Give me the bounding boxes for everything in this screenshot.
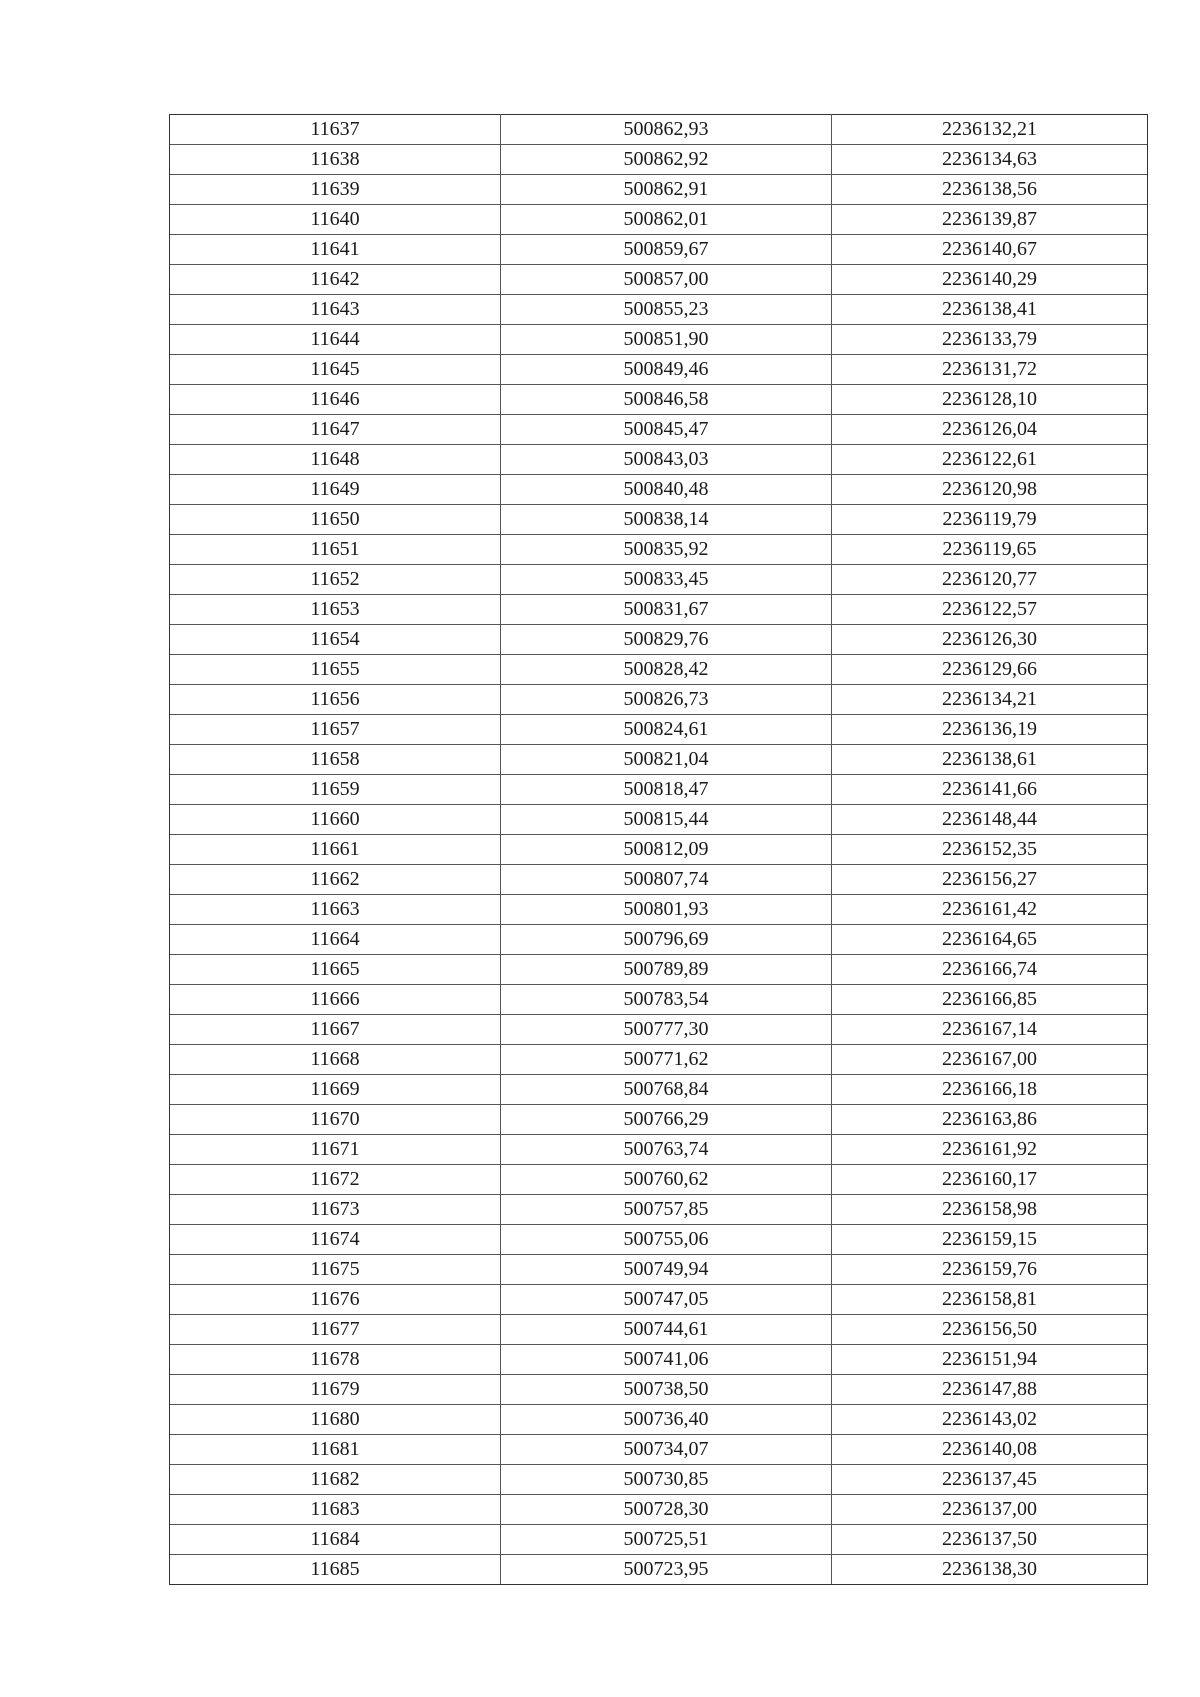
point-number-cell: 11673 [170, 1195, 501, 1225]
x-coordinate-cell: 500862,92 [501, 145, 832, 175]
table-row [170, 205, 1148, 235]
point-number-cell: 11677 [170, 1315, 501, 1345]
x-coordinate-cell: 500833,45 [501, 565, 832, 595]
x-coordinate-cell: 500747,05 [501, 1285, 832, 1315]
point-number-cell: 11643 [170, 295, 501, 325]
table-row [170, 415, 1148, 445]
x-coordinate-cell: 500738,50 [501, 1375, 832, 1405]
table-row [170, 925, 1148, 955]
x-coordinate-cell: 500744,61 [501, 1315, 832, 1345]
table-row [170, 715, 1148, 745]
table-row [170, 1135, 1148, 1165]
x-coordinate-cell: 500815,44 [501, 805, 832, 835]
table-row [170, 475, 1148, 505]
y-coordinate-cell: 2236120,77 [832, 565, 1148, 595]
x-coordinate-cell: 500824,61 [501, 715, 832, 745]
y-coordinate-cell: 2236160,17 [832, 1165, 1148, 1195]
point-number-cell: 11661 [170, 835, 501, 865]
y-coordinate-cell: 2236134,63 [832, 145, 1148, 175]
table-row [170, 1285, 1148, 1315]
x-coordinate-cell: 500807,74 [501, 865, 832, 895]
y-coordinate-cell: 2236148,44 [832, 805, 1148, 835]
y-coordinate-cell: 2236128,10 [832, 385, 1148, 415]
x-coordinate-cell: 500730,85 [501, 1465, 832, 1495]
y-coordinate-cell: 2236167,14 [832, 1015, 1148, 1045]
x-coordinate-cell: 500862,91 [501, 175, 832, 205]
point-number-cell: 11652 [170, 565, 501, 595]
x-coordinate-cell: 500821,04 [501, 745, 832, 775]
y-coordinate-cell: 2236152,35 [832, 835, 1148, 865]
table-row [170, 505, 1148, 535]
point-number-cell: 11666 [170, 985, 501, 1015]
y-coordinate-cell: 2236134,21 [832, 685, 1148, 715]
y-coordinate-cell: 2236137,50 [832, 1525, 1148, 1555]
table-row [170, 1525, 1148, 1555]
point-number-cell: 11646 [170, 385, 501, 415]
point-number-cell: 11681 [170, 1435, 501, 1465]
table-row [170, 895, 1148, 925]
table-row [170, 325, 1148, 355]
y-coordinate-cell: 2236158,81 [832, 1285, 1148, 1315]
x-coordinate-cell: 500831,67 [501, 595, 832, 625]
table-row [170, 115, 1148, 145]
point-number-cell: 11678 [170, 1345, 501, 1375]
point-number-cell: 11654 [170, 625, 501, 655]
point-number-cell: 11663 [170, 895, 501, 925]
table-row [170, 565, 1148, 595]
y-coordinate-cell: 2236138,56 [832, 175, 1148, 205]
y-coordinate-cell: 2236164,65 [832, 925, 1148, 955]
y-coordinate-cell: 2236159,76 [832, 1255, 1148, 1285]
y-coordinate-cell: 2236120,98 [832, 475, 1148, 505]
x-coordinate-cell: 500768,84 [501, 1075, 832, 1105]
table-row [170, 865, 1148, 895]
table-row [170, 595, 1148, 625]
point-number-cell: 11665 [170, 955, 501, 985]
point-number-cell: 11640 [170, 205, 501, 235]
table-row [170, 1405, 1148, 1435]
x-coordinate-cell: 500777,30 [501, 1015, 832, 1045]
table-row [170, 355, 1148, 385]
x-coordinate-cell: 500829,76 [501, 625, 832, 655]
y-coordinate-cell: 2236140,08 [832, 1435, 1148, 1465]
table-row [170, 175, 1148, 205]
table-row [170, 1345, 1148, 1375]
y-coordinate-cell: 2236129,66 [832, 655, 1148, 685]
x-coordinate-cell: 500845,47 [501, 415, 832, 445]
x-coordinate-cell: 500851,90 [501, 325, 832, 355]
point-number-cell: 11651 [170, 535, 501, 565]
x-coordinate-cell: 500828,42 [501, 655, 832, 685]
y-coordinate-cell: 2236137,45 [832, 1465, 1148, 1495]
point-number-cell: 11669 [170, 1075, 501, 1105]
y-coordinate-cell: 2236166,74 [832, 955, 1148, 985]
y-coordinate-cell: 2236140,67 [832, 235, 1148, 265]
x-coordinate-cell: 500789,89 [501, 955, 832, 985]
table-row [170, 445, 1148, 475]
point-number-cell: 11644 [170, 325, 501, 355]
point-number-cell: 11648 [170, 445, 501, 475]
y-coordinate-cell: 2236158,98 [832, 1195, 1148, 1225]
point-number-cell: 11655 [170, 655, 501, 685]
x-coordinate-cell: 500818,47 [501, 775, 832, 805]
table-row [170, 745, 1148, 775]
table-row [170, 1555, 1148, 1585]
y-coordinate-cell: 2236122,61 [832, 445, 1148, 475]
y-coordinate-cell: 2236131,72 [832, 355, 1148, 385]
table-row [170, 385, 1148, 415]
y-coordinate-cell: 2236166,85 [832, 985, 1148, 1015]
table-row [170, 1255, 1148, 1285]
y-coordinate-cell: 2236163,86 [832, 1105, 1148, 1135]
y-coordinate-cell: 2236140,29 [832, 265, 1148, 295]
x-coordinate-cell: 500736,40 [501, 1405, 832, 1435]
x-coordinate-cell: 500755,06 [501, 1225, 832, 1255]
y-coordinate-cell: 2236122,57 [832, 595, 1148, 625]
table-row [170, 1375, 1148, 1405]
point-number-cell: 11664 [170, 925, 501, 955]
table-row [170, 145, 1148, 175]
table-row [170, 1045, 1148, 1075]
table-row [170, 1465, 1148, 1495]
x-coordinate-cell: 500835,92 [501, 535, 832, 565]
table-row [170, 805, 1148, 835]
table-row [170, 1165, 1148, 1195]
y-coordinate-cell: 2236132,21 [832, 115, 1148, 145]
point-number-cell: 11675 [170, 1255, 501, 1285]
point-number-cell: 11674 [170, 1225, 501, 1255]
x-coordinate-cell: 500763,74 [501, 1135, 832, 1165]
table-row [170, 1435, 1148, 1465]
point-number-cell: 11670 [170, 1105, 501, 1135]
point-number-cell: 11660 [170, 805, 501, 835]
table-row [170, 265, 1148, 295]
x-coordinate-cell: 500857,00 [501, 265, 832, 295]
y-coordinate-cell: 2236136,19 [832, 715, 1148, 745]
x-coordinate-cell: 500812,09 [501, 835, 832, 865]
y-coordinate-cell: 2236147,88 [832, 1375, 1148, 1405]
x-coordinate-cell: 500734,07 [501, 1435, 832, 1465]
x-coordinate-cell: 500855,23 [501, 295, 832, 325]
point-number-cell: 11671 [170, 1135, 501, 1165]
x-coordinate-cell: 500741,06 [501, 1345, 832, 1375]
y-coordinate-cell: 2236133,79 [832, 325, 1148, 355]
x-coordinate-cell: 500757,85 [501, 1195, 832, 1225]
x-coordinate-cell: 500728,30 [501, 1495, 832, 1525]
y-coordinate-cell: 2236126,04 [832, 415, 1148, 445]
y-coordinate-cell: 2236137,00 [832, 1495, 1148, 1525]
point-number-cell: 11667 [170, 1015, 501, 1045]
table-row [170, 1495, 1148, 1525]
coordinates-table [169, 114, 1148, 1585]
point-number-cell: 11641 [170, 235, 501, 265]
x-coordinate-cell: 500859,67 [501, 235, 832, 265]
point-number-cell: 11638 [170, 145, 501, 175]
y-coordinate-cell: 2236151,94 [832, 1345, 1148, 1375]
point-number-cell: 11656 [170, 685, 501, 715]
y-coordinate-cell: 2236126,30 [832, 625, 1148, 655]
point-number-cell: 11680 [170, 1405, 501, 1435]
x-coordinate-cell: 500862,01 [501, 205, 832, 235]
x-coordinate-cell: 500725,51 [501, 1525, 832, 1555]
point-number-cell: 11672 [170, 1165, 501, 1195]
table-row [170, 985, 1148, 1015]
point-number-cell: 11684 [170, 1525, 501, 1555]
x-coordinate-cell: 500862,93 [501, 115, 832, 145]
table-row [170, 1315, 1148, 1345]
table-row [170, 535, 1148, 565]
table-row [170, 295, 1148, 325]
x-coordinate-cell: 500846,58 [501, 385, 832, 415]
table-row [170, 1225, 1148, 1255]
x-coordinate-cell: 500766,29 [501, 1105, 832, 1135]
y-coordinate-cell: 2236166,18 [832, 1075, 1148, 1105]
x-coordinate-cell: 500723,95 [501, 1555, 832, 1585]
point-number-cell: 11649 [170, 475, 501, 505]
y-coordinate-cell: 2236143,02 [832, 1405, 1148, 1435]
table-row [170, 685, 1148, 715]
x-coordinate-cell: 500849,46 [501, 355, 832, 385]
table-row [170, 1195, 1148, 1225]
point-number-cell: 11683 [170, 1495, 501, 1525]
point-number-cell: 11659 [170, 775, 501, 805]
table-row [170, 955, 1148, 985]
y-coordinate-cell: 2236119,79 [832, 505, 1148, 535]
x-coordinate-cell: 500749,94 [501, 1255, 832, 1285]
y-coordinate-cell: 2236156,27 [832, 865, 1148, 895]
point-number-cell: 11639 [170, 175, 501, 205]
point-number-cell: 11662 [170, 865, 501, 895]
y-coordinate-cell: 2236156,50 [832, 1315, 1148, 1345]
table-row [170, 625, 1148, 655]
table-row [170, 835, 1148, 865]
table-row [170, 235, 1148, 265]
point-number-cell: 11679 [170, 1375, 501, 1405]
point-number-cell: 11645 [170, 355, 501, 385]
x-coordinate-cell: 500760,62 [501, 1165, 832, 1195]
y-coordinate-cell: 2236138,30 [832, 1555, 1148, 1585]
x-coordinate-cell: 500771,62 [501, 1045, 832, 1075]
x-coordinate-cell: 500838,14 [501, 505, 832, 535]
x-coordinate-cell: 500840,48 [501, 475, 832, 505]
x-coordinate-cell: 500826,73 [501, 685, 832, 715]
table-row [170, 1015, 1148, 1045]
y-coordinate-cell: 2236161,42 [832, 895, 1148, 925]
point-number-cell: 11642 [170, 265, 501, 295]
y-coordinate-cell: 2236139,87 [832, 205, 1148, 235]
y-coordinate-cell: 2236161,92 [832, 1135, 1148, 1165]
point-number-cell: 11668 [170, 1045, 501, 1075]
point-number-cell: 11682 [170, 1465, 501, 1495]
y-coordinate-cell: 2236167,00 [832, 1045, 1148, 1075]
table-row [170, 1105, 1148, 1135]
y-coordinate-cell: 2236119,65 [832, 535, 1148, 565]
point-number-cell: 11685 [170, 1555, 501, 1585]
point-number-cell: 11658 [170, 745, 501, 775]
point-number-cell: 11650 [170, 505, 501, 535]
y-coordinate-cell: 2236138,61 [832, 745, 1148, 775]
point-number-cell: 11637 [170, 115, 501, 145]
y-coordinate-cell: 2236138,41 [832, 295, 1148, 325]
point-number-cell: 11657 [170, 715, 501, 745]
y-coordinate-cell: 2236141,66 [832, 775, 1148, 805]
table-row [170, 1075, 1148, 1105]
x-coordinate-cell: 500783,54 [501, 985, 832, 1015]
x-coordinate-cell: 500843,03 [501, 445, 832, 475]
x-coordinate-cell: 500801,93 [501, 895, 832, 925]
table-row [170, 775, 1148, 805]
x-coordinate-cell: 500796,69 [501, 925, 832, 955]
point-number-cell: 11647 [170, 415, 501, 445]
point-number-cell: 11676 [170, 1285, 501, 1315]
table-row [170, 655, 1148, 685]
point-number-cell: 11653 [170, 595, 501, 625]
coordinates-table-body [170, 115, 1148, 1585]
y-coordinate-cell: 2236159,15 [832, 1225, 1148, 1255]
